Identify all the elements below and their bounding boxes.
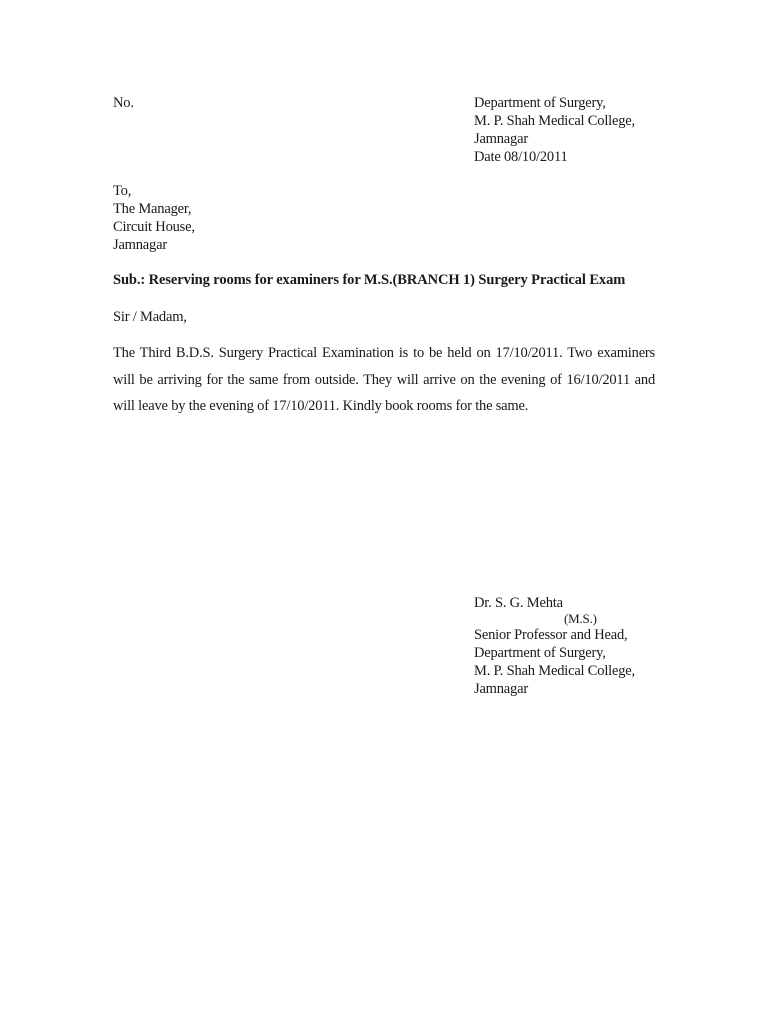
sender-city: Jamnagar [474, 131, 528, 147]
signatory-city: Jamnagar [474, 681, 528, 697]
recipient-to: To, [113, 183, 132, 199]
recipient-title: The Manager, [113, 201, 192, 217]
signatory-name: Dr. S. G. Mehta [474, 595, 563, 611]
signatory-title: Senior Professor and Head, [474, 627, 628, 643]
signature-block [474, 594, 635, 698]
letter-body: The Third B.D.S. Surgery Practical Examination is to be held on 17/10/2011. Two examiners will be arriving for the same from outside. They will arrive on the evening of 16/10/2011 and will leave by the evening of 17/10/2011. Kindly book rooms for the same. [113, 345, 655, 414]
subject-line: Sub.: Reserving rooms for examiners for M.S.(BRANCH 1) Surgery Practical Exam [113, 272, 626, 288]
recipient-address [113, 182, 195, 254]
sender-address [474, 94, 635, 166]
reference-number: No. [113, 95, 134, 111]
letter-date: Date 08/10/2011 [474, 149, 568, 165]
sender-college: M. P. Shah Medical College, [474, 113, 635, 129]
salutation: Sir / Madam, [113, 309, 187, 325]
recipient-city: Jamnagar [113, 237, 167, 253]
signatory-department: Department of Surgery, [474, 645, 606, 661]
recipient-organization: Circuit House, [113, 219, 195, 235]
sender-department: Department of Surgery, [474, 95, 606, 111]
signatory-qualification: (M.S.) [564, 611, 597, 626]
signatory-college: M. P. Shah Medical College, [474, 663, 635, 679]
